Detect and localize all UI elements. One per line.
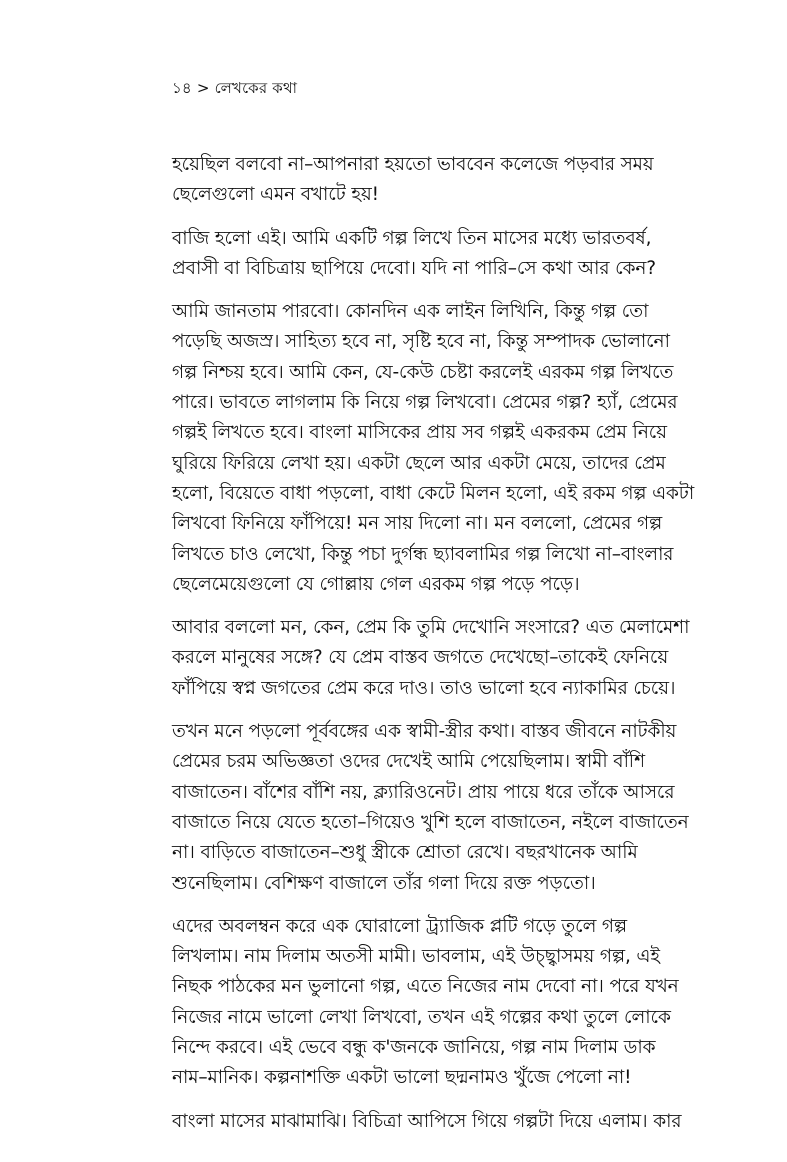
text-line: নিছক পাঠকের মন ভুলানো গল্প, এতে নিজের নাম দেবো না। পরে যখন xyxy=(172,976,679,998)
paragraph xyxy=(172,297,712,600)
text-line: লিখবো ফিনিয়ে ফাঁপিয়ে! মন সায় দিলো না। মন বললো, প্রেমের গল্প xyxy=(172,513,663,535)
text-line: ঘুরিয়ে ফিরিয়ে লেখা হয়। একটা ছেলে আর একটা মেয়ে, তাদের প্রেম xyxy=(172,452,666,474)
text-line: লিখলাম। নাম দিলাম অতসী মামী। ভাবলাম, এই উচ্ছ্বাসময় গল্প, এই xyxy=(172,946,660,968)
text-line: আমি জানতাম পারবো। কোনদিন এক লাইন লিখিনি, কিন্তু গল্প তো xyxy=(172,301,649,323)
text-line: বাংলা মাসের মাঝামাঝি। বিচিত্রা আপিসে গিয়ে গল্পটা দিয়ে এলাম। কার xyxy=(172,1110,682,1132)
text-line: প্রেমের চরম অভিজ্ঞতা ওদের দেখেই আমি পেয়েছিলাম। স্বামী বাঁশি xyxy=(172,751,645,773)
text-line: বাজাতে নিয়ে যেতে হতো–গিয়েও খুশি হলে বাজাতেন, নইলে বাজাতেন xyxy=(172,811,689,833)
text-line: পড়েছি অজস্র। সাহিত্য হবে না, সৃষ্টি হবে না, কিন্তু সম্পাদক ভোলানো xyxy=(172,331,670,353)
paragraph xyxy=(172,717,712,899)
text-line: ফাঁপিয়ে স্বপ্ন জগতের প্রেম করে দাও। তাও ভালো হবে ন্যাকামির চেয়ে। xyxy=(172,677,676,699)
text-line: বাজি হলো এই। আমি একটি গল্প লিখে তিন মাসের মধ্যে ভারতবর্ষ, xyxy=(172,227,652,249)
page-number: ১৪ xyxy=(172,79,192,97)
text-line: নিজের নামে ভালো লেখা লিখবো, তখন এই গল্পের কথা তুলে লোকে xyxy=(172,1006,671,1028)
paragraph xyxy=(172,150,712,211)
text-line: বাজাতেন। বাঁশের বাঁশি নয়, ক্ল্যারিওনেট। প্রায় পায়ে ধরে তাঁকে আসরে xyxy=(172,781,675,803)
paragraph xyxy=(172,912,712,1094)
text-line: প্রবাসী বা বিচিত্রায় ছাপিয়ে দেবো। যদি না পারি–সে কথা আর কেন? xyxy=(172,257,656,279)
text-line: শুনেছিলাম। বেশিক্ষণ বাজালে তাঁর গলা দিয়ে রক্ত পড়তো। xyxy=(172,872,596,894)
text-line: হলো, বিয়েতে বাধা পড়লো, বাধা কেটে মিলন হলো, এই রকম গল্প একটা xyxy=(172,482,695,504)
running-header xyxy=(172,78,297,98)
text-line: গল্প নিশ্চয় হবে। আমি কেন, যে-কেউ চেষ্টা করলেই এরকম গল্প লিখতে xyxy=(172,361,674,383)
running-title: লেখকের কথা xyxy=(214,79,298,97)
paragraph xyxy=(172,224,712,285)
body-text xyxy=(172,150,712,1150)
text-line: এদের অবলম্বন করে এক ঘোরালো ট্র্যাজিক প্লটি গড়ে তুলে গল্প xyxy=(172,915,627,937)
text-line: ছেলেগুলো এমন বখাটে হয়! xyxy=(172,184,379,206)
text-line: হয়েছিল বলবো না–আপনারা হয়তো ভাববেন কলেজে পড়বার সময় xyxy=(172,154,654,175)
text-line: তখন মনে পড়লো পূর্ববঙ্গের এক স্বামী-স্ত্রীর কথা। বাস্তব জীবনে নাটকীয় xyxy=(172,721,677,743)
text-line: লিখতে চাও লেখো, কিন্তু পচা দুর্গন্ধ ছ্যাবলামির গল্প লিখো না–বাংলার xyxy=(172,543,674,565)
text-line: আবার বললো মন, কেন, প্রেম কি তুমি দেখোনি সংসারে? এত মেলামেশা xyxy=(172,617,690,639)
text-line: নাম–মানিক। কল্পনাশক্তি একটা ভালো ছদ্মনামও খুঁজে পেলো না! xyxy=(172,1067,632,1089)
paragraph xyxy=(172,613,712,704)
text-line: পারে। ভাবতে লাগলাম কি নিয়ে গল্প লিখবো। প্রেমের গল্প? হ্যাঁ, প্রেমের xyxy=(172,392,678,414)
text-line: না। বাড়িতে বাজাতেন–শুধু স্ত্রীকে শ্রোতা রেখে। বছরখানেক আমি xyxy=(172,842,638,864)
text-line: ছেলেমেয়েগুলো যে গোল্লায় গেল এরকম গল্প পড়ে পড়ে। xyxy=(172,573,580,595)
text-line: করলে মানুষের সঙ্গে? যে প্রেম বাস্তব জগতে দেখেছো–তাকেই ফেনিয়ে xyxy=(172,647,669,669)
text-line: গল্পই লিখতে হবে। বাংলা মাসিকের প্রায় সব গল্পই একরকম প্রেম নিয়ে xyxy=(172,422,667,444)
header-separator: > xyxy=(196,79,210,97)
text-line: নিন্দে করবে। এই ভেবে বন্ধু ক'জনকে জানিয়ে, গল্প নাম দিলাম ডাক xyxy=(172,1037,656,1059)
paragraph xyxy=(172,1107,712,1137)
